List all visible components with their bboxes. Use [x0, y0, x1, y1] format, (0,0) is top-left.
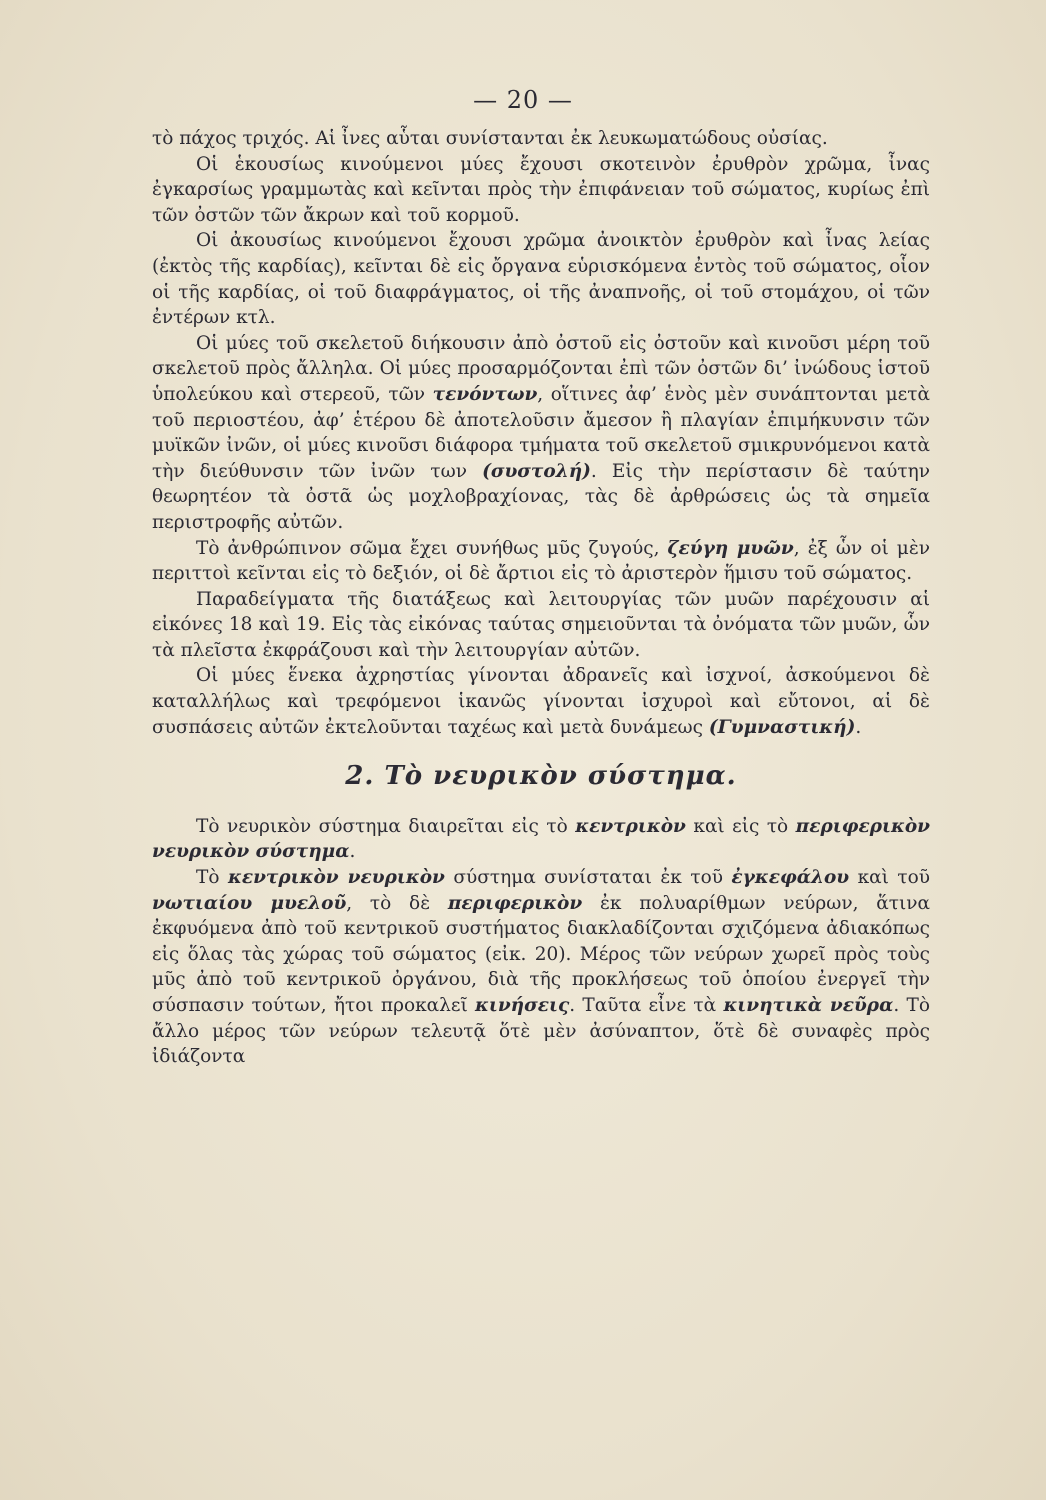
text-run: , οἵτινες ἀφ’ ἑνὸς μὲν συνάπτονται μετὰ τοῦ περιοστέου, ἀφ’ ἑτέρου δὲ ἀποτελοῦσιν ἄμεσον ἢ πλαγίαν ἐπιμήκυνσιν τῶν μυϊκῶν ἰνῶν, οἱ μύες κινοῦσι διάφορα τμήματα τοῦ σκελετοῦ σμικρυνόμενοι κατὰ τὴν διεύθυνσιν τῶν ἰνῶν των: [152, 383, 930, 482]
text-run: Παραδείγματα τῆς διατάξεως καὶ λειτουργίας τῶν μυῶν παρέχουσιν αἱ εἰκόνες 18 καὶ 19. Εἰς τὰς εἰκόνας ταύτας σημειοῦνται τὰ ὀνόματα τῶν μυῶν, ὧν τὰ πλεῖστα ἐκφράζουσι καὶ τὴν λειτουργίαν αὐτῶν.: [152, 588, 930, 661]
body-text: [152, 126, 930, 1070]
emphasized-term: κεντρικὸν νευρικὸν: [227, 867, 445, 889]
text-run: καὶ τοῦ: [849, 867, 930, 889]
paragraph: [152, 126, 930, 152]
text-run: Τὸ: [196, 867, 228, 889]
text-run: τὸ πάχος τριχός. Αἱ ἶνες αὗται συνίστανται ἐκ λευκωματώδους οὐσίας.: [152, 128, 828, 149]
paragraph: [152, 331, 930, 536]
emphasized-term: περιφερικὸν νευρικὸν σύστημα: [152, 815, 930, 863]
emphasized-term: (συστολή): [482, 460, 591, 482]
text-run: Τὸ νευρικὸν σύστημα διαιρεῖται εἰς τὸ: [196, 815, 576, 837]
paragraph: [152, 663, 930, 740]
emphasized-term: ζεύγη μυῶν: [667, 537, 794, 559]
paragraph: [152, 865, 930, 1070]
emphasized-term: ἐγκεφάλου: [731, 867, 850, 889]
emphasized-term: περιφερικὸν: [447, 892, 583, 914]
text-run: .: [855, 716, 862, 738]
paragraph: [152, 152, 930, 229]
emphasized-term: κινητικὰ νεῦρα: [723, 995, 894, 1016]
text-run: . Τὸ ἄλλο μέρος τῶν νεύρων τελευτᾷ ὅτὲ μὲν ἀσύναπτον, ὅτὲ δὲ συναφὲς πρὸς ἰδιάζοντα: [152, 995, 931, 1068]
page-number: — 20 —: [473, 86, 573, 114]
text-run: Οἱ μύες τοῦ σκελετοῦ διήκουσιν ἀπὸ ὀστοῦ εἰς ὀστοῦν καὶ κινοῦσι μέρη τοῦ σκελετοῦ πρὸς ἄλληλα. Οἱ μύες προσαρμόζονται ἐπὶ τῶν ὀστῶν δι’ ἰνώδους ἱστοῦ ὑπολεύκου καὶ στερεοῦ, τῶν: [152, 332, 930, 405]
paragraph: [152, 536, 930, 587]
paragraph: [152, 228, 930, 330]
text-run: Οἱ μύες ἕνεκα ἀχρηστίας γίνονται ἀδρανεῖς καὶ ἰσχνοί, ἀσκούμενοι δὲ καταλλήλως καὶ τρεφόμενοι ἱκανῶς γίνονται ἰσχυροὶ καὶ εὔτονοι, αἱ δὲ συσπάσεις αὐτῶν ἐκτελοῦνται ταχέως καὶ μετὰ δυνάμεως: [152, 665, 930, 738]
text-run: ἐκ πολυαρίθμων νεύρων, ἅτινα ἐκφυόμενα ἀπὸ τοῦ κεντρικοῦ συστήματος διακλαδίζονται σχιζόμενα ἀδιακόπως εἰς ὅλας τὰς χώρας τοῦ σώματος (εἰκ. 20). Μέρος τῶν νεύρων χωρεῖ πρὸς τοὺς μῦς ἀπὸ τοῦ κεντρικοῦ ὀργάνου, διὰ τῆς προκλήσεως τοῦ ὁποίου ἐνεργεῖ τὴν σύσπασιν τούτων, ἤτοι προκαλεῖ: [152, 892, 930, 1016]
paragraph: [152, 587, 930, 664]
text-run: σύστημα συνίσταται ἐκ τοῦ: [444, 867, 732, 889]
section-heading: 2. Τὸ νευρικὸν σύστημα.: [345, 761, 737, 792]
emphasized-term: κεντρικὸν: [575, 815, 686, 837]
text-run: καὶ εἰς τὸ: [685, 815, 796, 837]
text-run: Τὸ ἀνθρώπινον σῶμα ἔχει συνήθως μῦς ζυγούς,: [196, 537, 668, 559]
text-run: , ἐξ ὧν οἱ μὲν περιττοὶ κεῖνται εἰς τὸ δεξιόν, οἱ δὲ ἄρτιοι εἰς τὸ ἀριστερὸν ἥμισυ τοῦ σώματος.: [152, 537, 930, 585]
text-run: . Ταῦτα εἶνε τὰ: [569, 995, 724, 1016]
text-run: Οἱ ἑκουσίως κινούμενοι μύες ἔχουσι σκοτεινὸν ἐρυθρὸν χρῶμα, ἶνας ἐγκαρσίως γραμμωτὰς καὶ κεῖνται πρὸς τὴν ἐπιφάνειαν τοῦ σώματος, κυρίως ἐπὶ τῶν ὀστῶν τῶν ἄκρων καὶ τοῦ κορμοῦ.: [152, 153, 930, 226]
text-run: Οἱ ἀκουσίως κινούμενοι ἔχουσι χρῶμα ἀνοικτὸν ἐρυθρὸν καὶ ἶνας λείας (ἐκτὸς τῆς καρδίας), κεῖνται δὲ εἰς ὄργανα εὑρισκόμενα ἐντὸς τοῦ σώματος, οἷον οἱ τῆς καρδίας, οἱ τοῦ διαφράγματος, οἱ τῆς ἀναπνοῆς, οἱ τοῦ στομάχου, οἱ τῶν ἐντέρων κτλ.: [152, 230, 930, 329]
emphasized-term: νωτιαίου μυελοῦ: [152, 892, 347, 914]
text-run: , τὸ δὲ: [346, 892, 448, 914]
paragraph: [152, 814, 930, 865]
emphasized-term: (Γυμναστική): [708, 716, 856, 738]
text-run: .: [349, 841, 356, 863]
emphasized-term: τενόντων: [432, 383, 538, 405]
text-run: . Εἰς τὴν περίστασιν δὲ ταύτην θεωρητέον τὰ ὀστᾶ ὡς μοχλοβραχίονας, τὰς δὲ ἀρθρώσεις ὡς τὰ σημεῖα περιστροφῆς αὐτῶν.: [152, 460, 930, 533]
emphasized-term: κινήσεις: [475, 995, 570, 1016]
